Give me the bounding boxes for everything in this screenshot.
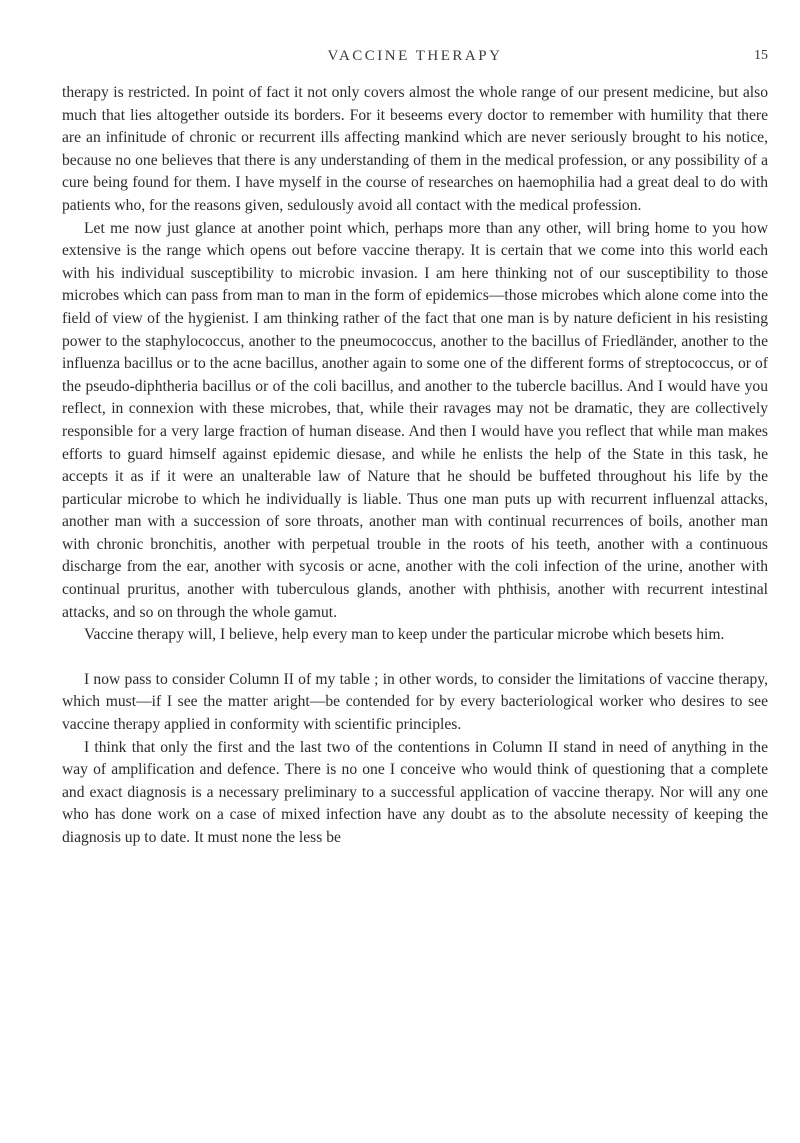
paragraph-diagnosis: I think that only the first and the last two of the contentions in Column II stand in need of anything in the way of amplification and defence. There is no one I conceive who would think of questioning that a complete and exact diagnosis is a necessary preliminary to a successful application of vaccine therapy. Nor will any one who has done work on a case of mixed infection have any doubt as to the absolute necessity of keeping the diagnosis up to date. It must none the less be <box>62 738 768 846</box>
paragraph-continued: therapy is restricted. In point of fact it not only covers almost the whole range of our present medicine, but also much that lies altogether outside its borders. For it beseems every doctor to remember with humility that there are an infinitude of chronic or recurrent ills affecting mankind which are never seriously brought to his notice, because no one believes that there is any understanding of them in the medical profession, or any possibility of a cure being found for them. I have myself in the course of researches on haemophilia had a great deal to do with patients who, for the reasons given, sedulously avoid all contact with the medical profession. <box>62 84 768 214</box>
running-head <box>62 48 768 70</box>
page-number: 15 <box>754 48 768 63</box>
body-text <box>62 82 768 850</box>
paragraph-vaccine-help: Vaccine therapy will, I believe, help every man to keep under the particular microbe which besets him. <box>84 626 725 644</box>
running-title: VACCINE THERAPY <box>327 48 503 64</box>
paragraph-column-two: I now pass to consider Column II of my table ; in other words, to consider the limitations of vaccine therapy, which must—if I see the matter aright—be contended for by every bacteriological worker who desires to see vaccine therapy applied in conformity with scientific principles. <box>62 670 768 734</box>
paragraph-susceptibility: Let me now just glance at another point which, perhaps more than any other, will bring home to you how extensive is the range which opens out before vaccine therapy. It is certain that we come into this world each with his individual susceptibility to microbic invasion. I am here thinking not of our susceptibility to those microbes which can pass from man to man in the form of epidemics—those microbes which alone come into the field of view of the hygienist. I am thinking rather of the fact that one man is by nature deficient in his resisting power to the staphylococcus, another to the pneumococcus, another to the bacillus of Friedländer, another to the influenza bacillus or to the acne bacillus, another again to some one of the different forms of streptococcus, or of the pseudo-diphtheria bacillus or of the coli bacillus, and another to the tubercle bacillus. And I would have you reflect, in connexion with these microbes, that, while their ravages may not be dramatic, they are collectively responsible for a very large fraction of human disease. And then I would have you reflect that while man makes efforts to guard himself against epidemic diesase, and while he enlists the help of the State in this task, he accepts it as if it were an unalterable law of Nature that he should be buffeted throughout his life by the particular microbe to which he individually is liable. Thus one man puts up with recurrent influenzal attacks, another man with a succession of sore throats, another man with continual recurrences of boils, another man with chronic bronchitis, another with perpetual trouble in the roots of his teeth, another with a continuous discharge from the ear, another with sycosis or acne, another with the coli infection of the urine, another with continual pruritus, another with tuberculous glands, another with phthisis, another with recurrent intestinal attacks, and so on through the whole gamut. <box>62 219 768 621</box>
